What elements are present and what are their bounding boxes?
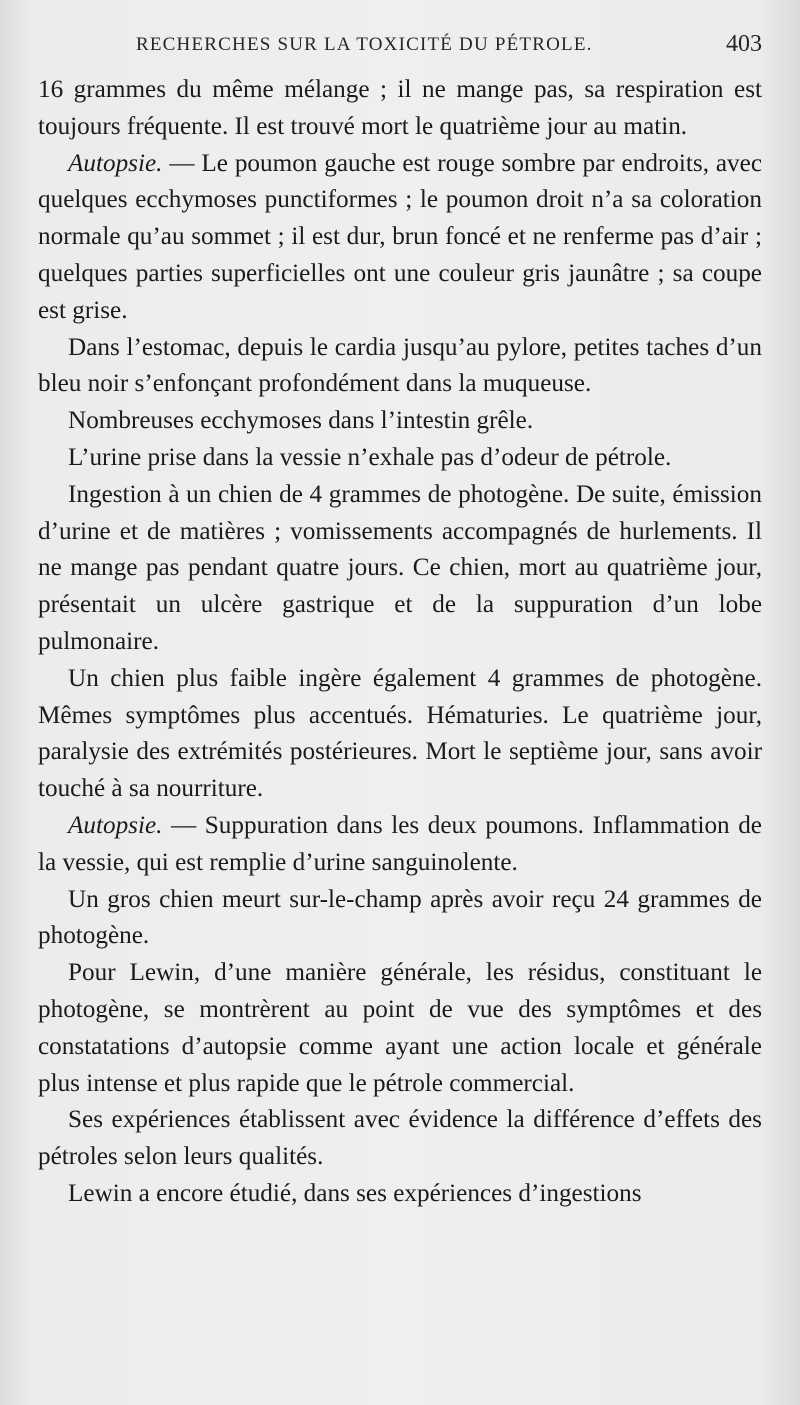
- paragraph-7: [38, 661, 762, 808]
- running-title: RECHERCHES SUR LA TOXICITÉ DU PÉTROLE.: [136, 34, 593, 55]
- paragraph-9: [38, 882, 762, 956]
- paragraph-text: Ses expériences établissent avec évidence la différence d’effets des pétroles selon leurs qualités.: [38, 1106, 762, 1171]
- paragraph-text: Ingestion à un chien de 4 grammes de photogène. De suite, émission d’urine et de matières ; vomissements accompagnés de hurlements. Il ne mange pas pendant quatre jours. Ce chien, mort au quatrième jour, présentait un ulcère gastrique et de la suppuration d’un lobe pulmonaire.: [38, 480, 762, 655]
- body-text: [38, 72, 762, 1213]
- paragraph-3: [38, 330, 762, 404]
- paragraph-text: Un gros chien meurt sur-le-champ après avoir reçu 24 grammes de photogène.: [38, 885, 762, 950]
- page-number: 403: [726, 31, 762, 57]
- paragraph-text: Un chien plus faible ingère également 4 grammes de photogène. Mêmes symptômes plus accentués. Hématuries. Le quatrième jour, paralysie des extrémités postérieures. Mort le septième jour, sans avoir touché à sa nourriture.: [38, 664, 762, 803]
- running-head: [38, 31, 762, 64]
- paragraph-2: [38, 146, 762, 330]
- autopsie-label: Autopsie.: [68, 811, 163, 839]
- paragraph-text: L’urine prise dans la vessie n’exhale pas d’odeur de pétrole.: [68, 443, 672, 471]
- paragraph-4: [38, 403, 762, 440]
- paragraph-text: — Le poumon gauche est rouge sombre par endroits, avec quelques ecchymoses punctiformes ; le poumon droit n’a sa coloration normale qu’au sommet ; il est dur, brun foncé et ne renferme pas d’air ; quelques parties superficielles ont une couleur gris jaunâtre ; sa coupe est grise.: [38, 149, 762, 324]
- paragraph-11: [38, 1102, 762, 1176]
- paragraph-text: Pour Lewin, d’une manière générale, les résidus, constituant le photogène, se montrèrent au point de vue des symptômes et des constatations d’autopsie comme ayant une action locale et générale plus intense et plus rapide que le pétrole commercial.: [38, 959, 762, 1097]
- paragraph-8: [38, 808, 762, 882]
- paragraph-text: 16 grammes du même mélange ; il ne mange pas, sa respiration est toujours fréquente. Il est trouvé mort le quatrième jour au matin.: [38, 76, 762, 140]
- paragraph-12: [38, 1176, 762, 1213]
- paragraph-text: — Suppuration dans les deux poumons. Inflammation de la vessie, qui est remplie d’urine sanguinolente.: [38, 811, 762, 876]
- paragraph-text: Dans l’estomac, depuis le cardia jusqu’au pylore, petites taches d’un bleu noir s’enfonçant profondément dans la muqueuse.: [38, 333, 762, 398]
- autopsie-label: Autopsie.: [68, 149, 163, 177]
- paragraph-text: Nombreuses ecchymoses dans l’intestin grêle.: [68, 407, 534, 435]
- paragraph-6: [38, 477, 762, 661]
- paragraph-1: [38, 72, 762, 146]
- paragraph-5: [38, 440, 762, 477]
- paragraph-text: Lewin a encore étudié, dans ses expériences d’ingestions: [68, 1179, 642, 1207]
- paragraph-10: [38, 955, 762, 1102]
